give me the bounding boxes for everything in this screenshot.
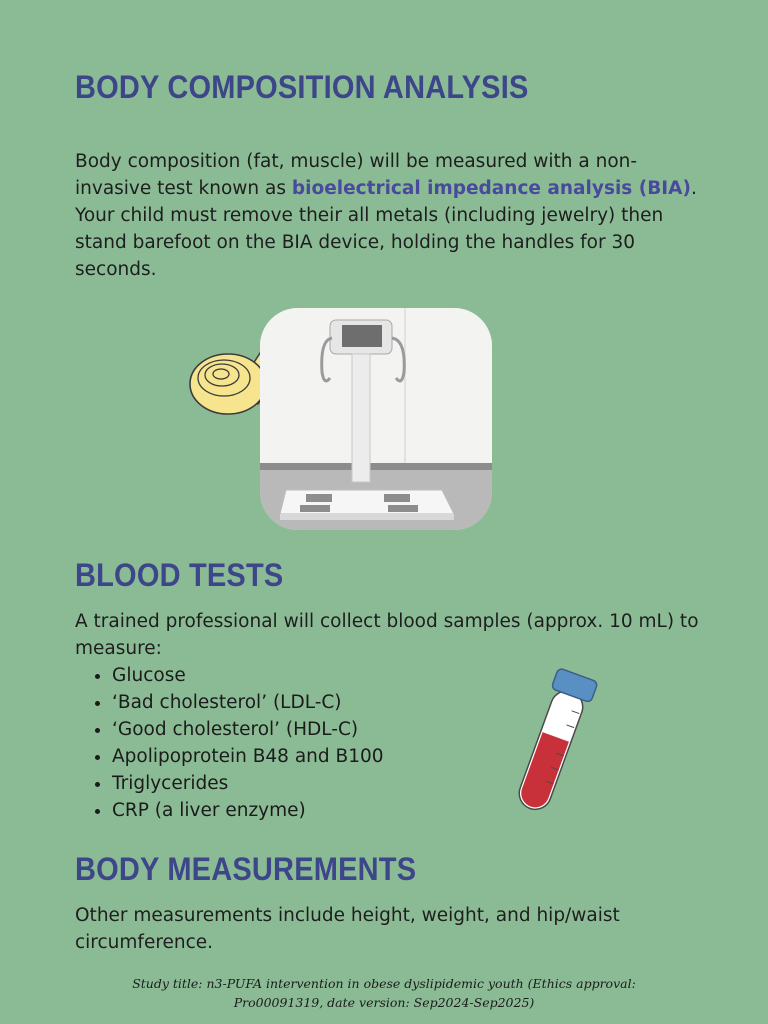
list-item: • Triglycerides: [112, 770, 384, 797]
blood-tests-intro: A trained professional will collect blood samples (approx. 10 mL) to measure:: [75, 611, 699, 659]
body-measurements-title: BODY MEASUREMENTS: [75, 852, 417, 888]
blood-tube-icon: [505, 667, 605, 817]
blood-tests-list: [75, 662, 384, 824]
bia-highlight: bioelectrical impedance analysis (BIA): [291, 178, 691, 199]
body-measurements-text: Other measurements include height, weight, and hip/waist circumference.: [75, 905, 620, 953]
blood-tests-title: BLOOD TESTS: [75, 558, 284, 594]
study-footer: Study title: n3-PUFA intervention in obese dyslipidemic youth (Ethics approval: Pro00091319, date version: Sep2024-Sep2025): [132, 976, 636, 1010]
body-composition-text: Body composition (fat, muscle) will be measured with a non-invasive test known as bioelectrical impedance analysis (BIA). Your child must remove their all metals (including jewelry) then stand barefoot on the BIA device, holding the handles for 30 seconds.: [75, 151, 697, 280]
list-item: • Glucose: [112, 662, 384, 689]
bia-device-photo: [260, 308, 492, 530]
list-item: • CRP (a liver enzyme): [112, 797, 384, 824]
body-composition-title: BODY COMPOSITION ANALYSIS: [75, 70, 529, 106]
list-item: • ‘Good cholesterol’ (HDL-C): [112, 716, 384, 743]
list-item: • ‘Bad cholesterol’ (LDL-C): [112, 689, 384, 716]
list-item: • Apolipoprotein B48 and B100: [112, 743, 384, 770]
